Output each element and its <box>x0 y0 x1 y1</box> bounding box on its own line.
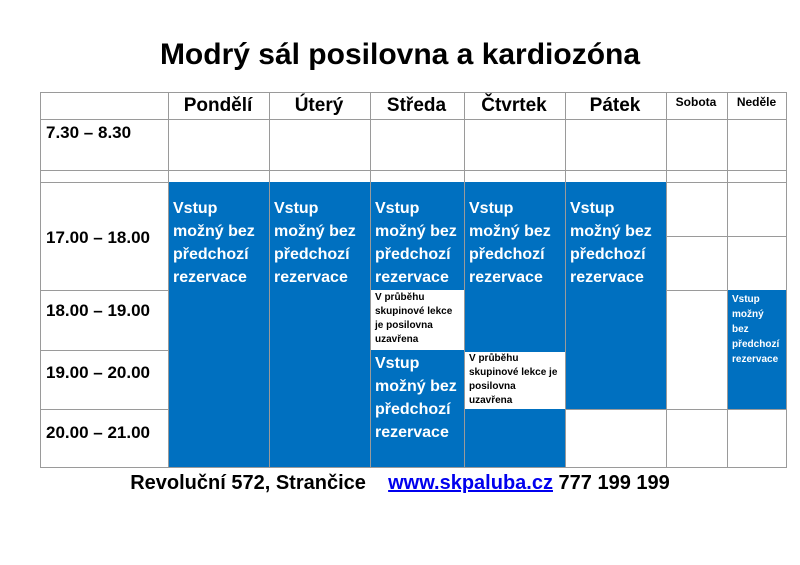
grid-line <box>40 290 168 291</box>
walkin-text-monday: Vstup možný bez předchozí rezervace <box>173 200 255 286</box>
walkin-text-tuesday: Vstup možný bez předchozí rezervace <box>274 200 356 286</box>
grid-line <box>565 92 566 468</box>
day-header-wednesday: Středa <box>386 95 447 116</box>
grid-line <box>40 170 787 171</box>
grid-line <box>370 92 371 468</box>
walkin-text-sunday: Vstup možný bez předchozí rezervace <box>732 294 780 365</box>
day-header-saturday: Sobota <box>675 95 717 109</box>
website-link[interactable]: www.skpaluba.cz <box>388 472 553 494</box>
closed-note-thursday: V průběhu skupinové lekce je posilovna uzavřena <box>466 352 564 408</box>
day-header-tuesday: Úterý <box>294 95 344 116</box>
grid-line <box>786 92 787 468</box>
day-header-friday: Pátek <box>589 95 641 116</box>
grid-line <box>666 92 667 468</box>
grid-line <box>40 350 168 351</box>
grid-line <box>666 290 727 291</box>
walkin-text-friday: Vstup možný bez předchozí rezervace <box>570 200 652 286</box>
footer-contact <box>0 472 800 495</box>
grid-line <box>40 92 787 93</box>
walkin-text-wednesday-late: Vstup možný bez předchozí rezervace <box>375 355 457 441</box>
closed-note-wednesday: V průběhu skupinové lekce je posilovna uzavřena <box>372 291 462 349</box>
grid-line <box>168 92 169 468</box>
time-slot-17: 17.00 – 18.00 <box>46 228 150 247</box>
day-header-thursday: Čtvrtek <box>481 95 547 116</box>
grid-line <box>40 119 787 120</box>
grid-line <box>269 92 270 468</box>
grid-line <box>40 409 168 410</box>
footer-phone: 777 199 199 <box>558 472 670 494</box>
walkin-text-thursday: Vstup možný bez předchozí rezervace <box>469 200 551 286</box>
time-slot-18: 18.00 – 19.00 <box>46 301 150 320</box>
walkin-block-thursday-late <box>464 409 565 468</box>
grid-line <box>464 92 465 468</box>
page-title: Modrý sál posilovna a kardiozóna <box>159 38 641 71</box>
grid-line <box>40 182 168 183</box>
time-slot-morning: 7.30 – 8.30 <box>46 123 132 142</box>
time-slot-19: 19.00 – 20.00 <box>46 363 150 382</box>
day-header-sunday: Neděle <box>736 95 777 109</box>
grid-line <box>40 92 41 468</box>
grid-line <box>565 409 787 410</box>
time-slot-20: 20.00 – 21.00 <box>46 423 150 442</box>
grid-line <box>40 467 787 468</box>
day-header-monday: Pondělí <box>183 95 253 116</box>
footer-address: Revoluční 572, Strančice <box>130 472 366 494</box>
walkin-text-wednesday-early: Vstup možný bez předchozí rezervace <box>375 200 457 286</box>
grid-line <box>727 92 728 468</box>
